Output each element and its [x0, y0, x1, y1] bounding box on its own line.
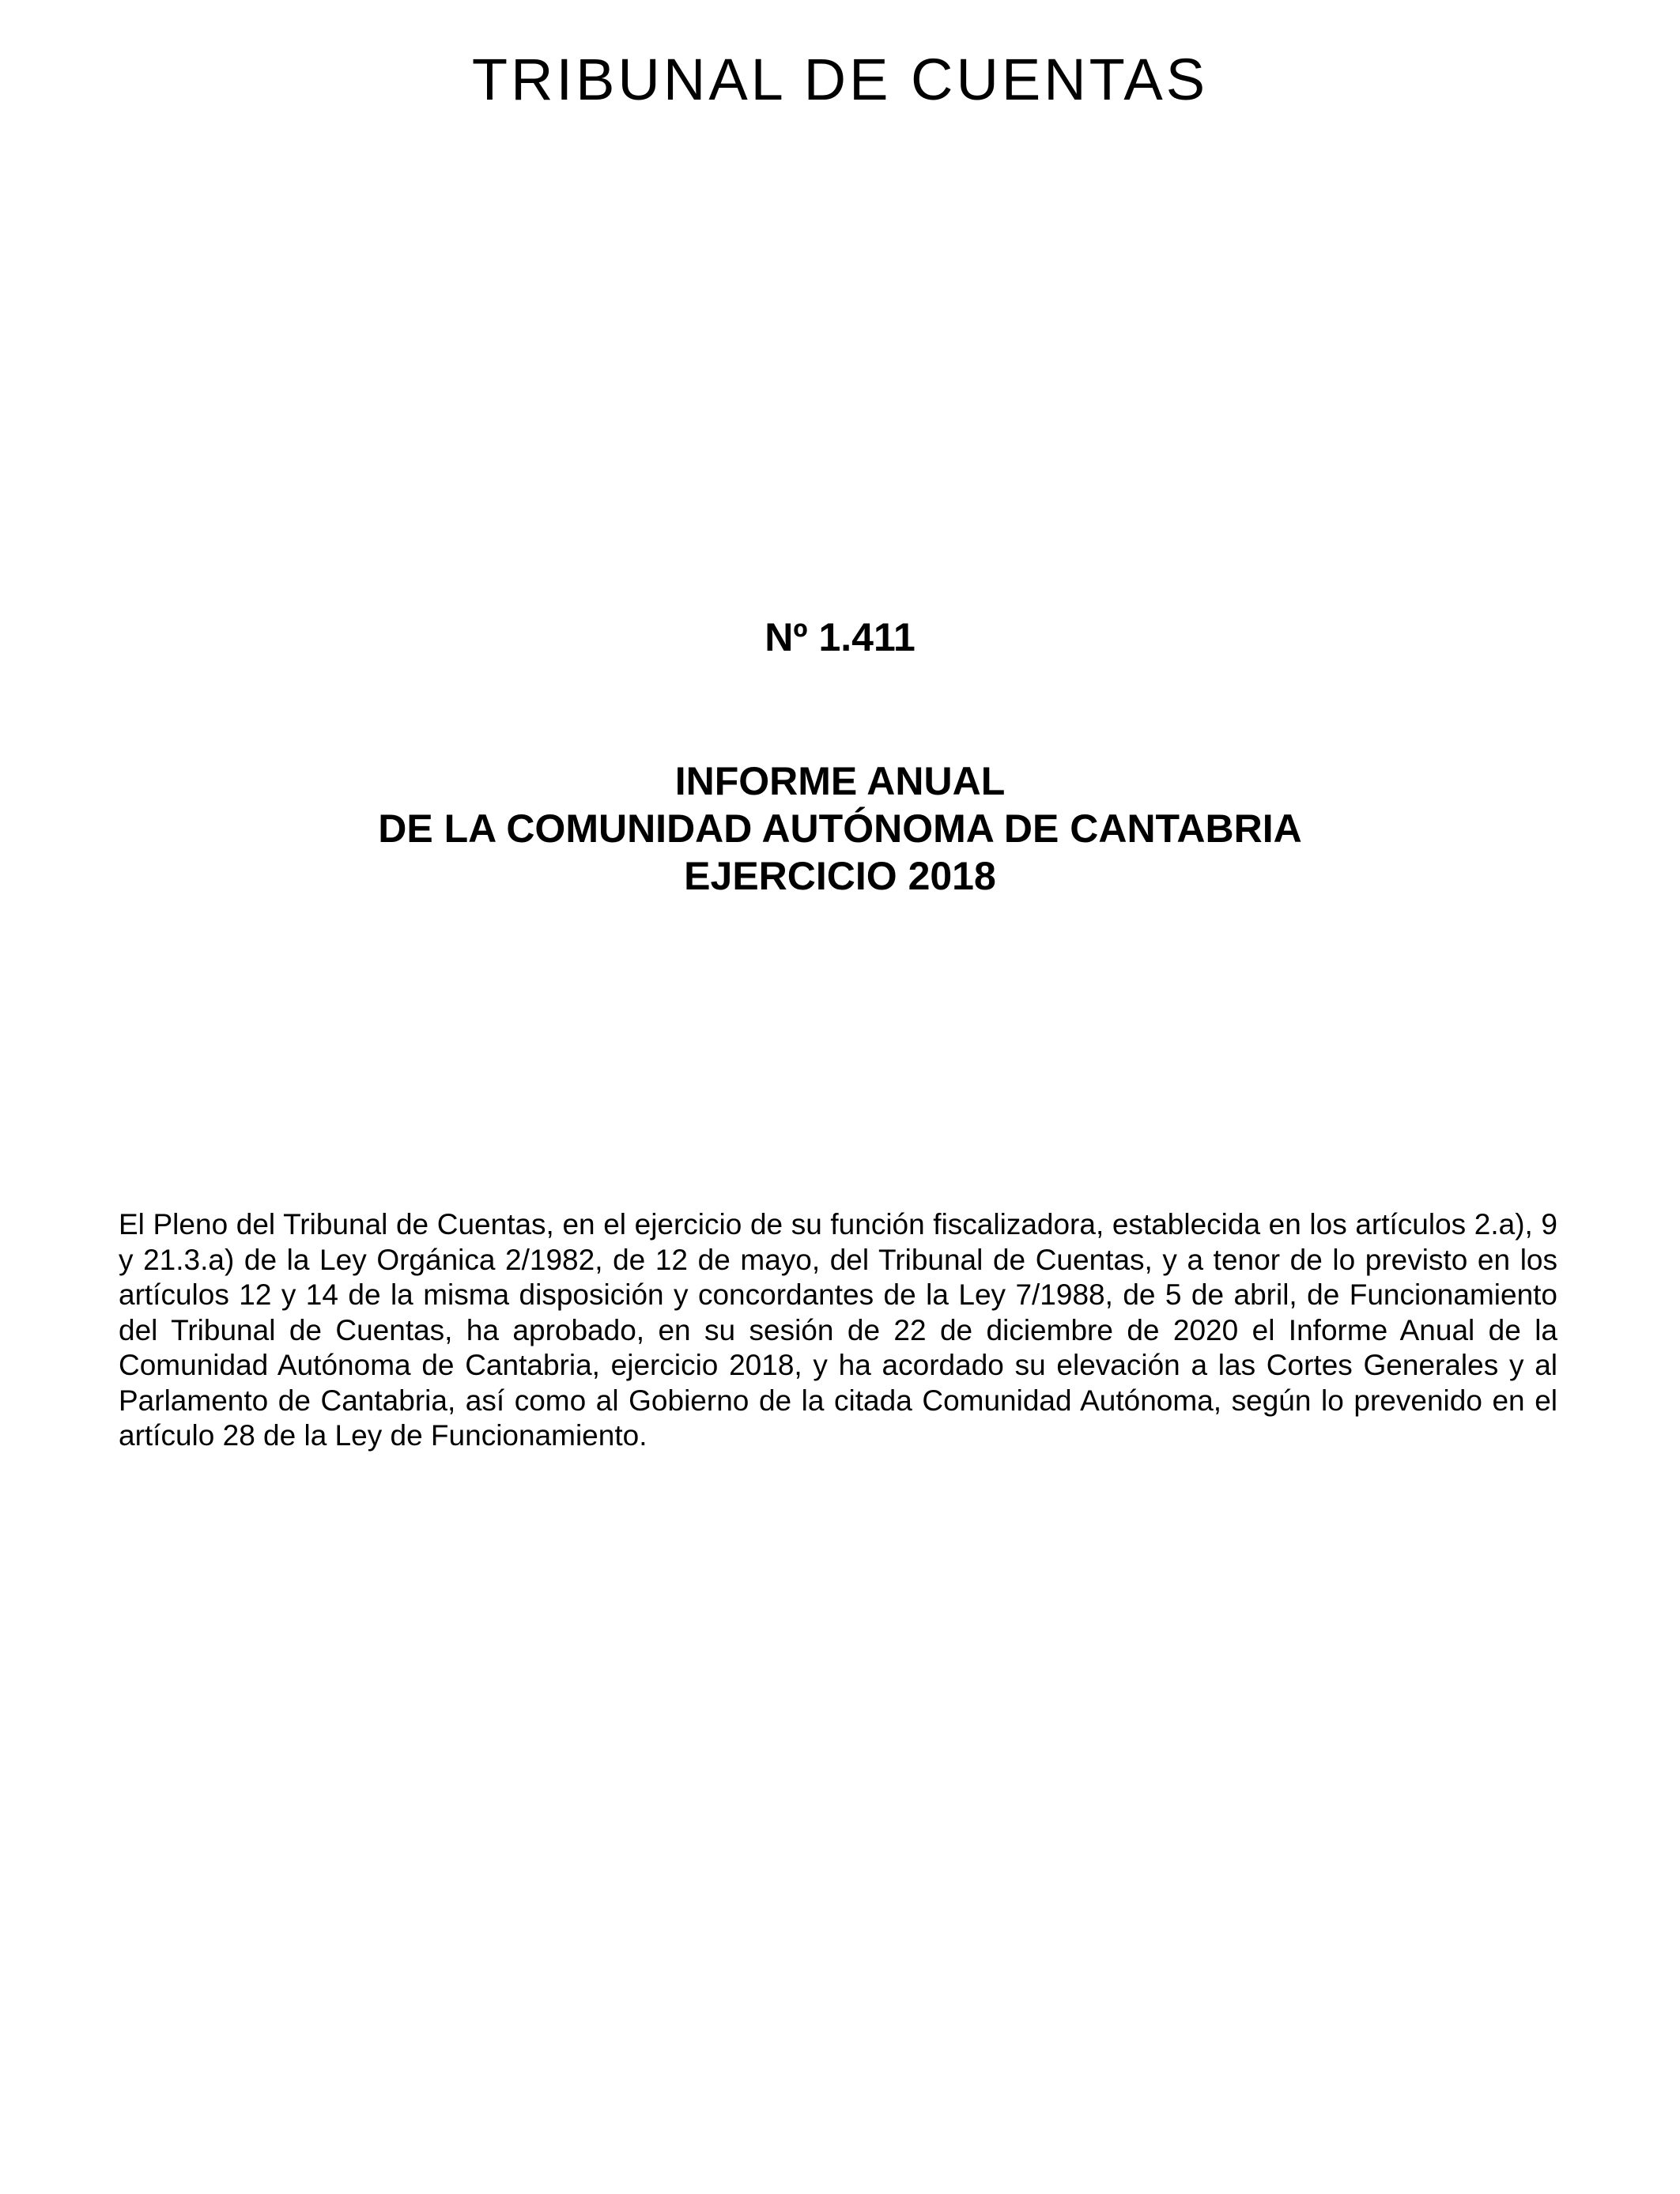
report-number: Nº 1.411 [764, 615, 916, 659]
title-line-1: INFORME ANUAL [674, 759, 1006, 803]
document-header: TRIBUNAL DE CUENTAS [471, 47, 1209, 112]
title-line-3: EJERCICIO 2018 [684, 854, 996, 898]
approval-paragraph: El Pleno del Tribunal de Cuentas, en el ejercicio de su función fiscalizadora, establecida en los artículos 2.a), 9 y 21.3.a) de la Ley Orgánica 2/1982, de 12 de mayo, del Tribunal de Cuentas, y a tenor de lo previsto en los artículos 12 y 14 de la misma disposición y concordantes de la Ley 7/1988, de 5 de abril, de Funcionamiento del Tribunal de Cuentas, ha aprobado, en su sesión de 22 de diciembre de 2020 el Informe Anual de la Comunidad Autónoma de Cantabria, ejercicio 2018, y ha acordado su elevación a las Cortes Generales y al Parlamento de Cantabria, así como al Gobierno de la citada Comunidad Autónoma, según lo prevenido en el artículo 28 de la Ley de Funcionamiento. [119, 1208, 1557, 1452]
title-line-2: DE LA COMUNIDAD AUTÓNOMA DE CANTABRIA [378, 806, 1302, 851]
report-title [0, 757, 1680, 900]
